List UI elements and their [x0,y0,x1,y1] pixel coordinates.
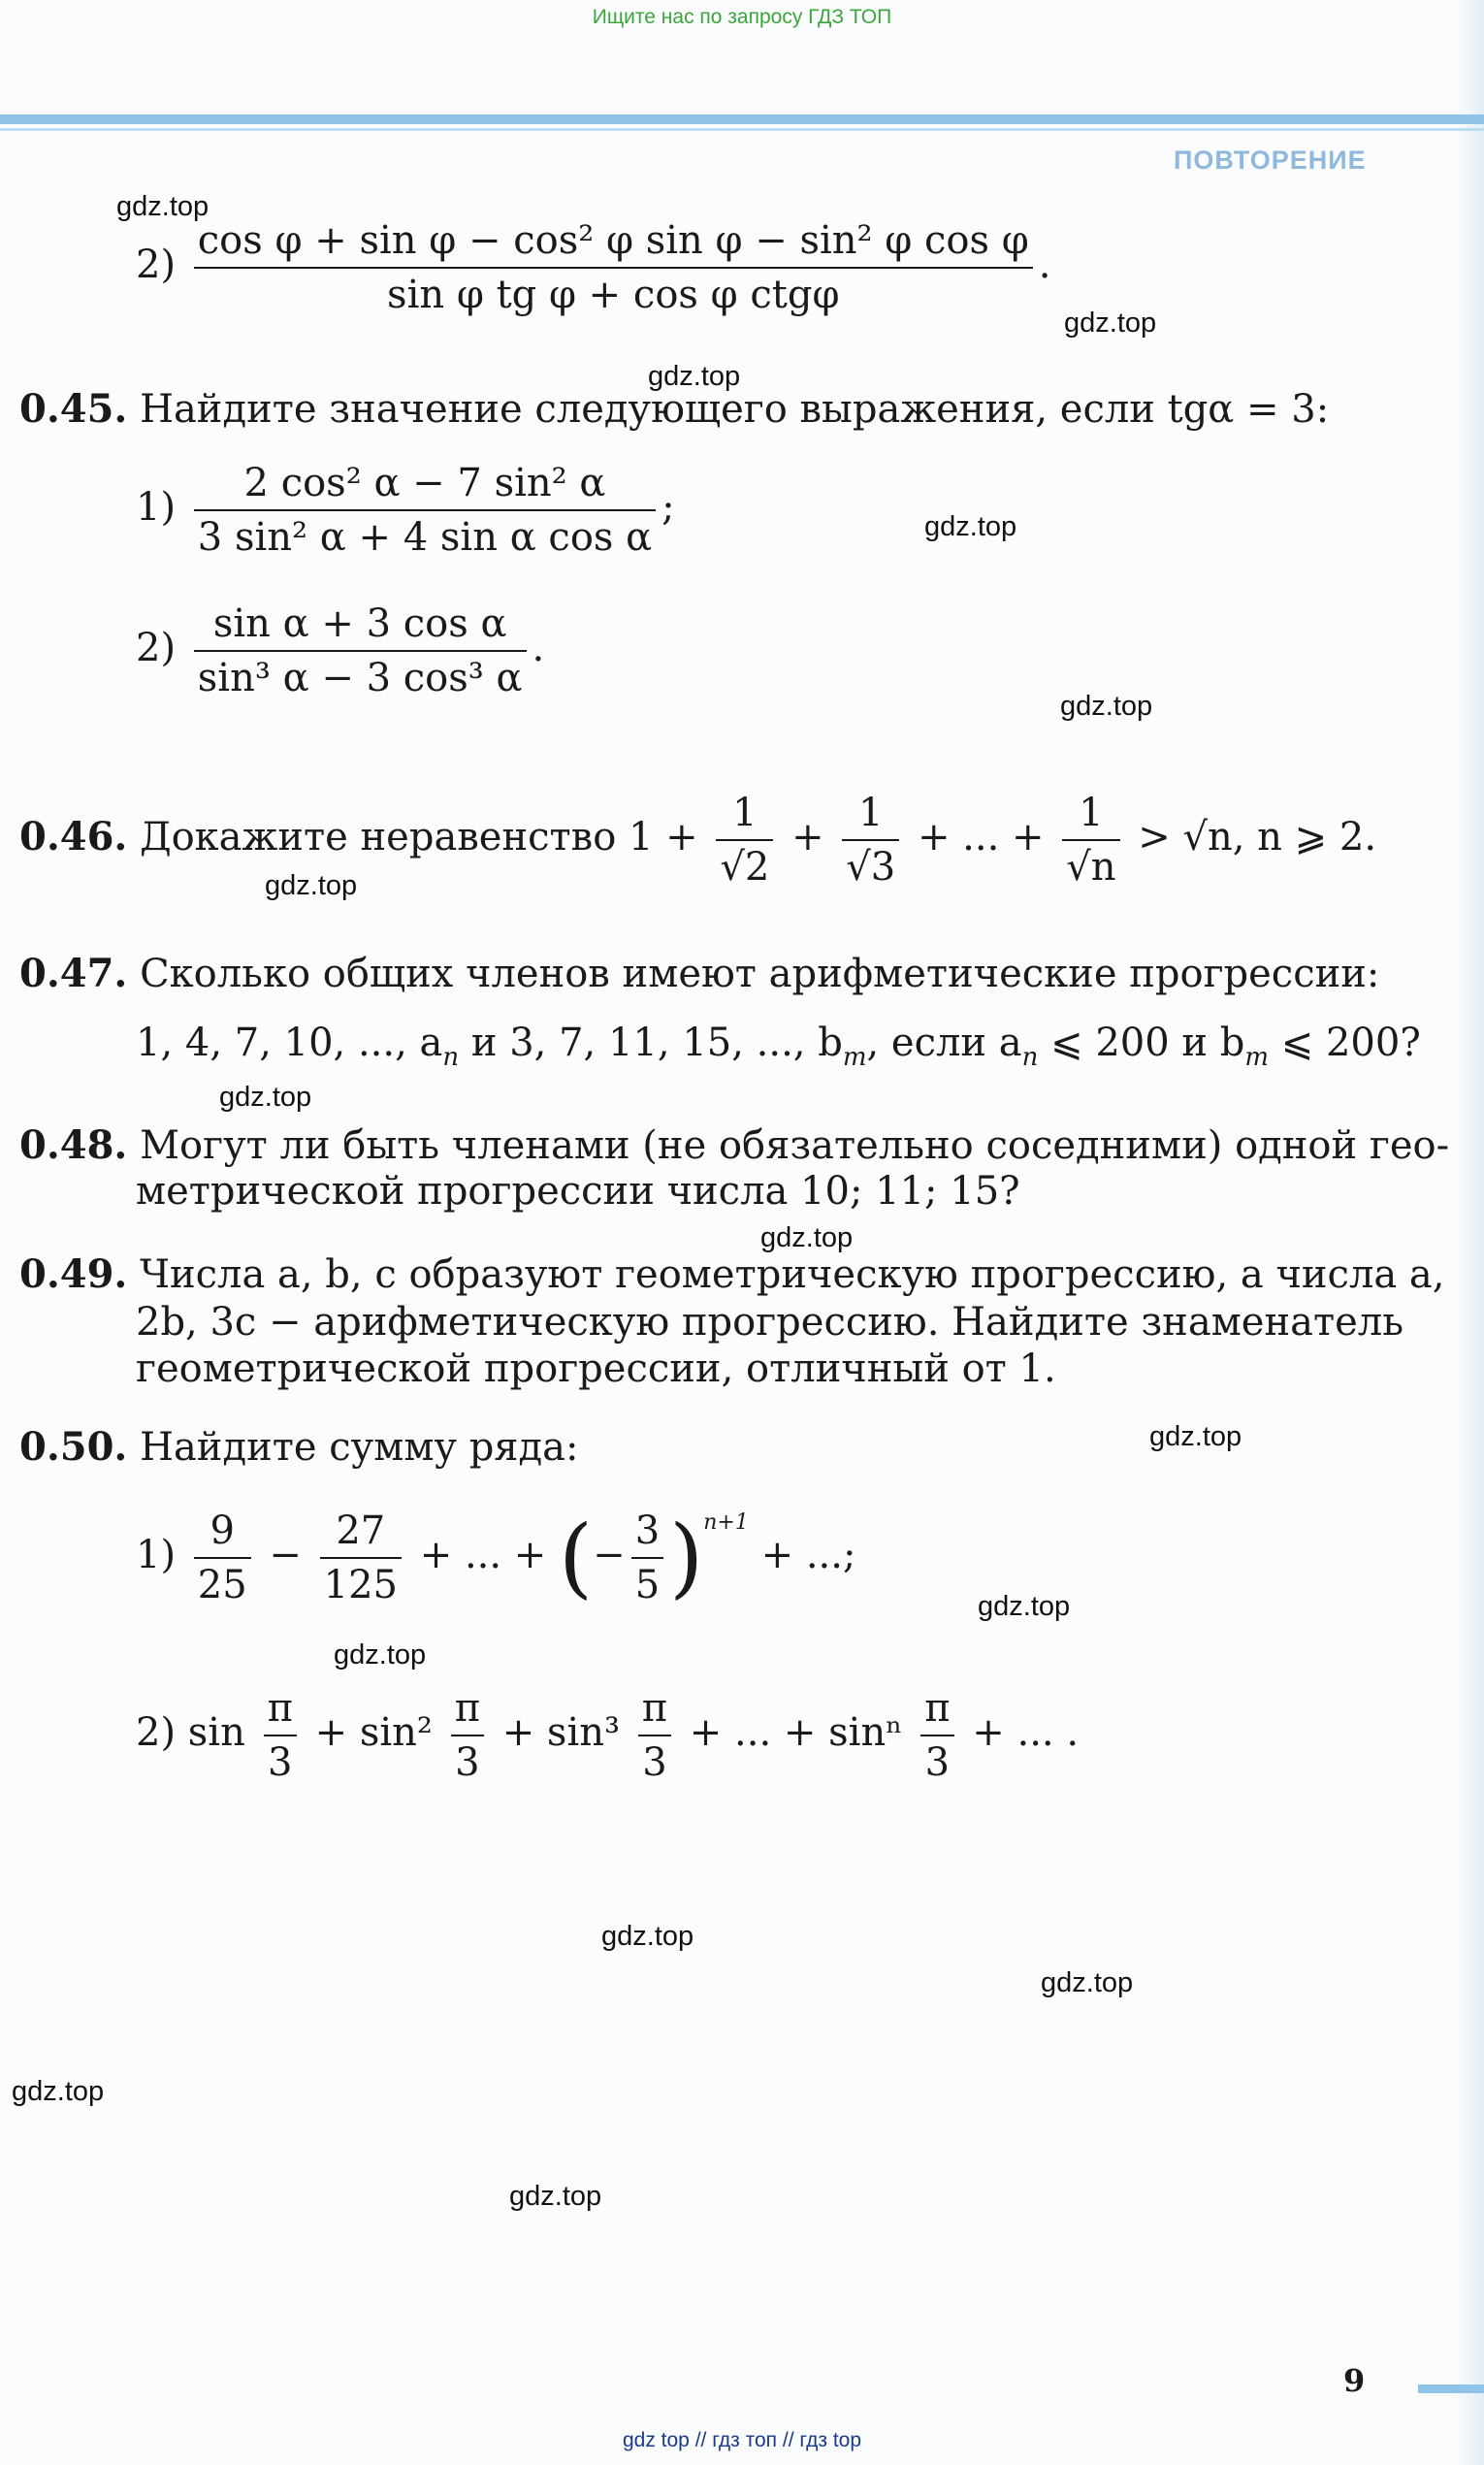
problem-045 [19,386,1329,432]
denominator: sin³ α − 3 cos³ α [197,656,523,700]
fraction [451,1686,484,1785]
condition: ⩽ 200 и b [1038,1021,1245,1065]
denominator: 3 [268,1740,293,1785]
right-paren: ) [669,1507,704,1608]
series-tail: + ...; [760,1533,856,1577]
denominator: 5 [634,1563,661,1607]
problem-046 [19,791,1376,890]
item-label: 2) [136,626,177,670]
problem-number: 0.46. [19,814,128,860]
fraction [1062,791,1119,890]
item-label: 2) [136,1710,177,1755]
problem-number: 0.50. [19,1424,128,1470]
fraction [716,791,773,890]
numerator: 3 [631,1508,663,1559]
watermark: gdz.top [601,1921,694,1952]
series-tail: + ... . [972,1710,1080,1755]
problem-number: 0.49. [19,1251,128,1297]
ellipsis: + ... + [917,815,1045,860]
problem-text-line: Числа a, b, c образуют геометрическую прогрессию, а числа a, [140,1252,1445,1297]
watermark: gdz.top [1041,1967,1134,1998]
numerator: 9 [194,1508,251,1559]
watermark: gdz.top [1060,691,1153,722]
fraction [264,1686,297,1785]
numerator: π [920,1686,953,1736]
problem-047-sequences [136,1021,1421,1072]
problem-044-item-2 [136,218,1050,317]
problem-050-item-1 [136,1508,855,1607]
problem-048-line-2: метрической прогрессии числа 10; 11; 15? [136,1169,1020,1214]
sequence-a: 1, 4, 7, 10, ..., a [136,1021,443,1065]
fraction [194,1508,251,1607]
denominator: 3 sin² α + 4 sin α cos α [197,515,653,560]
watermark: gdz.top [1149,1421,1242,1452]
problem-text: Найдите значение следующего выражения, если tgα = 3: [140,387,1330,432]
watermark: gdz.top [978,1591,1071,1622]
denominator: 25 [197,1563,247,1607]
watermark: gdz.top [334,1639,427,1670]
numerator: π [638,1686,671,1736]
minus-sign: − [593,1533,626,1577]
left-paren: ( [559,1507,594,1608]
problem-number: 0.48. [19,1122,128,1168]
term-start: 1 + [629,815,698,860]
page-number-bar [1418,2384,1484,2393]
section-title: ПОВТОРЕНИЕ [1174,146,1367,175]
problem-045-item-2 [136,601,544,700]
denominator: √n [1066,845,1116,890]
problem-text: Сколько общих членов имеют арифметические прогрессии: [140,952,1380,996]
fraction [638,1686,671,1785]
numerator: 27 [320,1508,402,1559]
subscript: m [1244,1043,1270,1072]
numerator: π [451,1686,484,1736]
sin-term: + sin² [314,1710,433,1755]
minus-sign: − [269,1533,302,1577]
watermark: gdz.top [648,361,741,392]
denominator: 3 [924,1740,951,1785]
item-label: 1) [136,485,177,530]
top-banner[interactable]: Ищите нас по запросу ГДЗ ТОП [592,6,892,28]
problem-050-item-2 [136,1686,1079,1785]
sin-term: + sin³ [501,1710,621,1755]
subscript: m [842,1043,867,1072]
problem-049-line-3: геометрической прогрессии, отличный от 1. [136,1346,1056,1391]
problem-047 [19,951,1379,996]
fraction [194,218,1033,317]
denominator: 125 [323,1563,398,1607]
problem-number: 0.47. [19,951,128,996]
end-mark: . [1038,243,1051,287]
numerator: 1 [716,791,773,841]
watermark: gdz.top [116,191,210,222]
condition: ⩽ 200? [1269,1021,1421,1065]
watermark: gdz.top [219,1082,312,1113]
fraction [631,1508,663,1607]
numerator: 2 cos² α − 7 sin² α [194,461,656,511]
problem-045-item-1 [136,461,675,560]
watermark: gdz.top [509,2181,602,2212]
subscript: n [1021,1043,1039,1072]
denominator: sin φ tg φ + cos φ ctgφ [387,273,840,317]
sin-term: sin [187,1710,245,1755]
end-mark: . [532,626,545,670]
fraction [320,1508,402,1607]
denominator: √2 [720,845,770,890]
watermark: gdz.top [760,1222,854,1253]
fraction [920,1686,953,1785]
numerator: 1 [1062,791,1119,841]
watermark: gdz.top [265,870,358,901]
fraction [842,791,899,890]
numerator: cos φ + sin φ − cos² φ sin φ − sin² φ cos φ [194,218,1033,269]
header-rule-thin [0,128,1484,131]
problem-049 [19,1251,1445,1297]
fraction [194,461,656,560]
numerator: sin α + 3 cos α [194,601,527,652]
numerator: 1 [842,791,899,841]
page-number: 9 [1343,2362,1366,2399]
watermark: gdz.top [1064,308,1157,339]
denominator: √3 [846,845,896,890]
problem-number: 0.45. [19,386,128,432]
watermark: gdz.top [12,2076,105,2107]
end-mark: ; [661,485,675,530]
exponent: n+1 [703,1510,749,1535]
problem-050 [19,1424,578,1470]
problem-text: Докажите неравенство [140,815,617,860]
denominator: 3 [455,1740,480,1785]
item-label: 2) [136,243,177,287]
sequence-b: и 3, 7, 11, 15, ..., b [459,1021,843,1065]
problem-text: Найдите сумму ряда: [140,1425,579,1470]
page-edge-tint [1455,0,1484,2465]
header-rule [0,114,1484,124]
fraction [194,601,527,700]
problem-text-line: Могут ли быть членами (не обязательно соседними) одной гео- [140,1123,1450,1168]
sin-term: + ... + sinⁿ [689,1710,903,1755]
footer-links[interactable]: gdz top // гдз топ // гдз top [622,2429,862,2451]
item-label: 1) [136,1533,177,1577]
condition: , если a [866,1021,1022,1065]
problem-048 [19,1122,1449,1168]
numerator: π [264,1686,297,1736]
subscript: n [442,1043,460,1072]
problem-049-line-2: 2b, 3c − арифметическую прогрессию. Найдите знаменатель [136,1300,1403,1345]
watermark: gdz.top [924,511,1017,542]
denominator: 3 [642,1740,667,1785]
plus-sign: + [791,815,824,860]
inequality-tail: > √n, n ⩾ 2. [1138,815,1377,860]
ellipsis: + ... + [419,1533,547,1577]
